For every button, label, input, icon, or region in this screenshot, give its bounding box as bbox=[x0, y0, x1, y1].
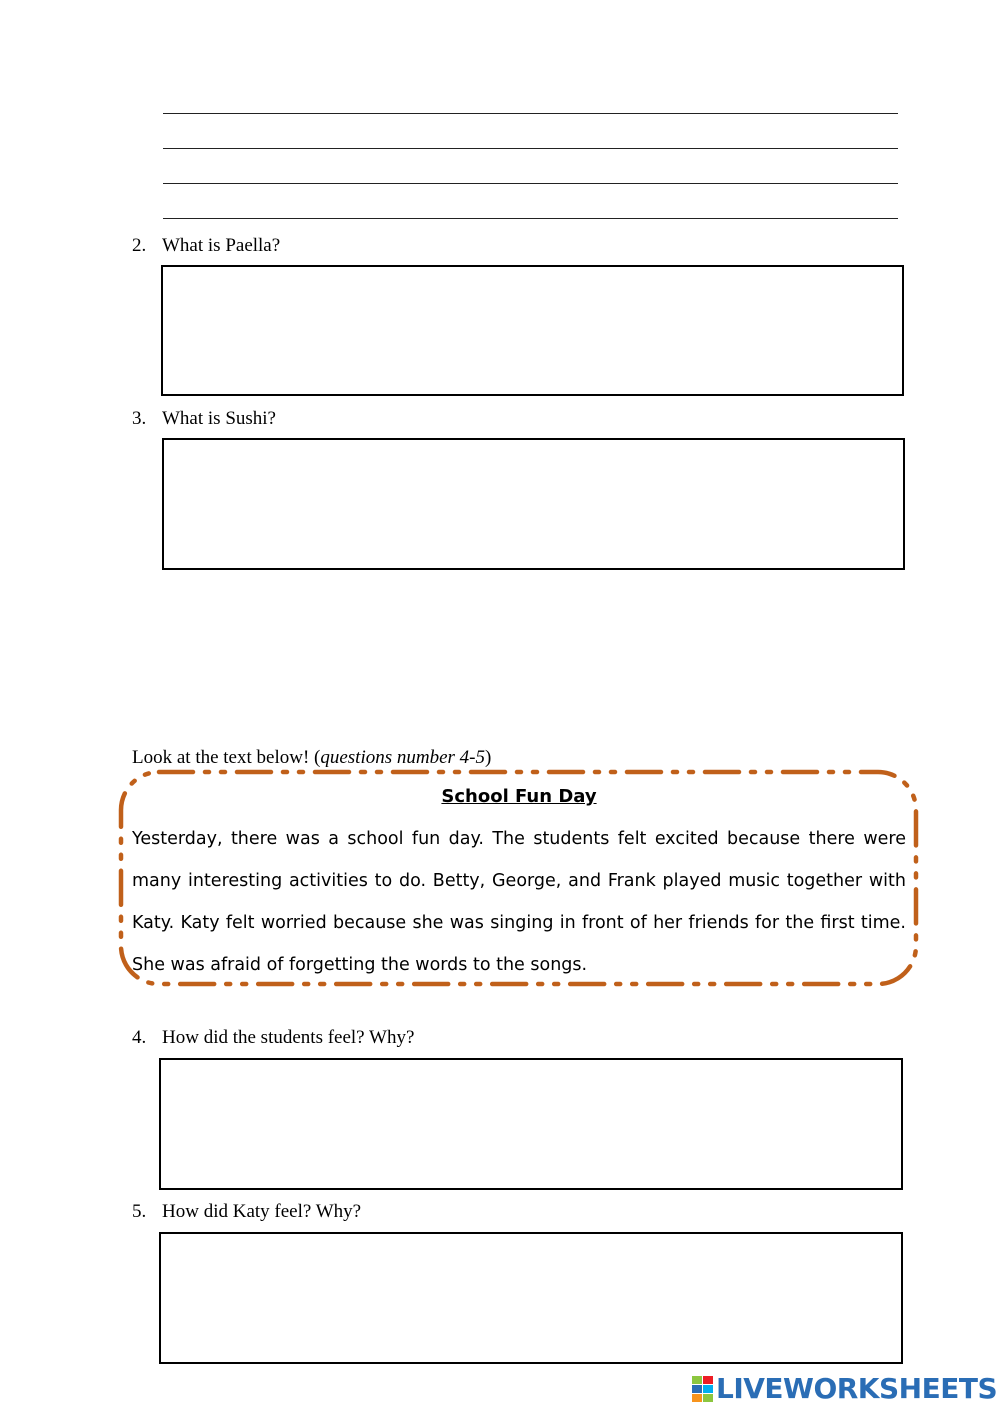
instruction-suffix: ) bbox=[485, 747, 492, 768]
question-text: What is Paella? bbox=[162, 235, 281, 256]
logo-text: LIVEWORKSHEETS bbox=[716, 1372, 998, 1405]
liveworksheets-logo[interactable] bbox=[692, 1372, 997, 1406]
question-number: 5. bbox=[132, 1201, 147, 1222]
instruction-emphasis: questions number 4-5 bbox=[320, 747, 486, 768]
question-text: What is Sushi? bbox=[162, 408, 276, 429]
question-number: 3. bbox=[132, 408, 147, 429]
liveworksheets-logo-icon bbox=[692, 1376, 714, 1402]
answer-box-4[interactable] bbox=[159, 1058, 903, 1190]
story-title: School Fun Day bbox=[441, 786, 597, 807]
question-text: How did Katy feel? Why? bbox=[162, 1201, 362, 1222]
answer-box-5[interactable] bbox=[159, 1232, 903, 1364]
question-5 bbox=[132, 1201, 361, 1223]
story-body: Yesterday, there was a school fun day. The students felt excited because there were many interesting activities to do. Betty, George, and Frank played music together with Katy. Katy felt worried because she was singing in front of her friends for the first time. She was afraid of forgetting the words to the songs. bbox=[132, 829, 906, 975]
question-text: How did the students feel? Why? bbox=[162, 1027, 415, 1048]
instruction-prefix: Look at the text below! ( bbox=[132, 747, 321, 768]
question-4 bbox=[132, 1027, 414, 1049]
question-number: 2. bbox=[132, 235, 147, 256]
question-number: 4. bbox=[132, 1027, 147, 1048]
